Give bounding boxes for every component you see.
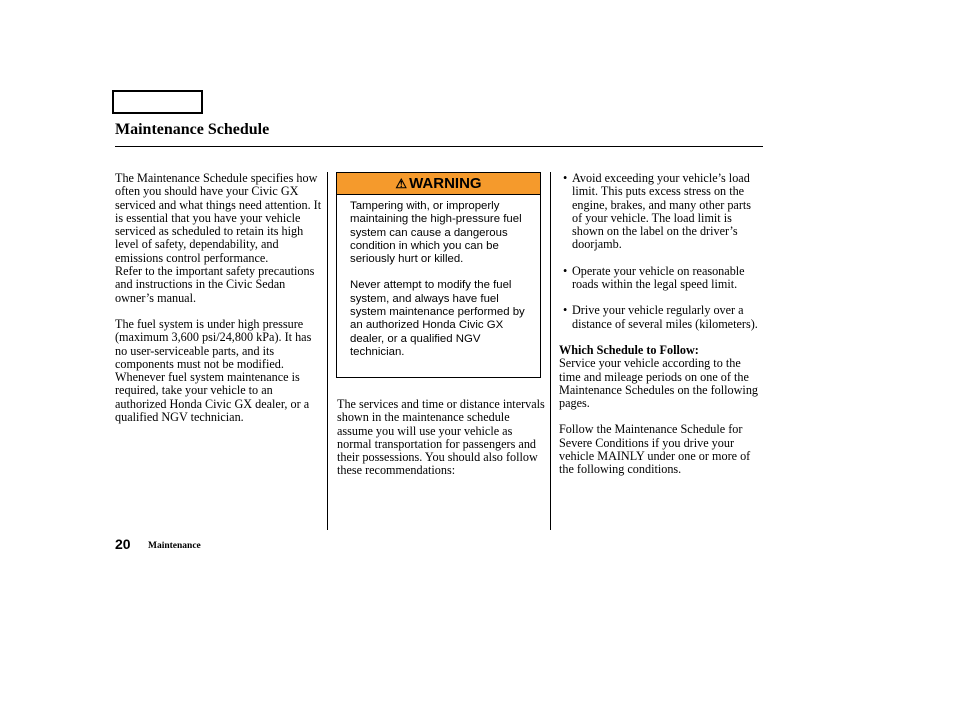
safety-reference-paragraph: Refer to the important safety precautions and instructions in the Civic Sedan owner’s manual. bbox=[115, 264, 315, 305]
bullet-icon: • bbox=[563, 263, 568, 278]
intro-paragraph: The Maintenance Schedule specifies how often you should have your Civic GX serviced and what things need attention. It is essential that you have your vehicle serviced as scheduled to retain its high level of safety, dependability, and emissions control performance. bbox=[115, 171, 322, 265]
bullet-icon: • bbox=[563, 171, 568, 185]
section-tab-box bbox=[112, 90, 203, 114]
page-number: 20 bbox=[115, 536, 131, 552]
warning-header bbox=[337, 173, 540, 195]
list-item bbox=[559, 265, 764, 292]
schedule-paragraph: Service your vehicle according to the time and mileage periods on one of the Maintenance Schedules on the following pages. bbox=[559, 356, 759, 411]
section-footer-label: Maintenance bbox=[148, 541, 201, 551]
list-item bbox=[559, 172, 764, 252]
warning-paragraph: Tampering with, or improperly maintaining the high-pressure fuel system can cause a dangerous condition in which you can be seriously hurt or killed. bbox=[350, 200, 522, 266]
column-1 bbox=[115, 172, 325, 424]
bullet-icon: • bbox=[563, 303, 568, 318]
column-divider-2 bbox=[550, 172, 551, 530]
warning-triangle-icon: ⚠ bbox=[395, 175, 408, 191]
service-intervals-paragraph: The services and time or distance intervals shown in the maintenance schedule assume you will use your vehicle as normal transportation for passengers and their possessions. You should also follow these recommendations: bbox=[337, 397, 545, 478]
warning-box bbox=[336, 172, 541, 378]
warning-paragraph: Never attempt to modify the fuel system, and always have fuel system maintenance performed by an authorized Honda Civic GX dealer, or a qualified NGV technician. bbox=[350, 279, 525, 358]
title-rule bbox=[115, 146, 763, 147]
warning-label: WARNING bbox=[409, 175, 482, 192]
fuel-system-paragraph: The fuel system is under high pressure (maximum 3,600 psi/24,800 kPa). It has no user-serviceable parts, and its components must not be modified. Whenever fuel system maintenance is required, take your vehicle to an authorized Honda Civic GX dealer, or a qualified NGV technician. bbox=[115, 316, 312, 425]
column-divider-1 bbox=[327, 172, 328, 530]
column-3 bbox=[559, 172, 764, 477]
schedule-heading: Which Schedule to Follow: bbox=[559, 342, 699, 357]
severe-conditions-paragraph: Follow the Maintenance Schedule for Severe Conditions if you drive your vehicle MAINLY under one or more of the following conditions. bbox=[559, 422, 751, 477]
column-2-text bbox=[337, 398, 547, 478]
list-item bbox=[559, 304, 764, 331]
bullet-text: Avoid exceeding your vehicle’s load limit. This puts excess stress on the engine, brakes, and many other parts of your vehicle. The load limit is shown on the label on the driver’s doorjamb. bbox=[572, 171, 752, 252]
page-title: Maintenance Schedule bbox=[115, 121, 270, 138]
warning-body bbox=[350, 200, 535, 359]
bullet-text: Drive your vehicle regularly over a distance of several miles (kilometers). bbox=[572, 303, 758, 331]
bullet-text: Operate your vehicle on reasonable roads within the legal speed limit. bbox=[572, 263, 745, 292]
